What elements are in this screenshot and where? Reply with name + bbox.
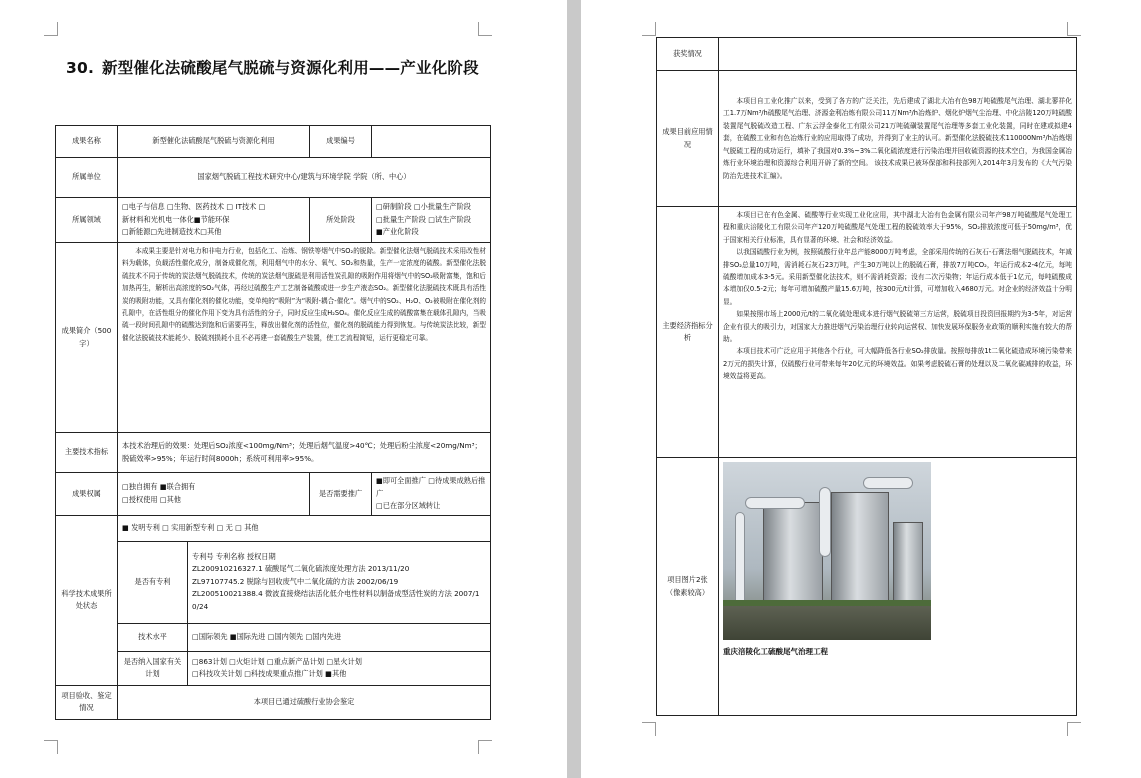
margin-mark <box>1067 22 1081 36</box>
photo-pipe <box>819 487 831 557</box>
margin-mark <box>642 22 656 36</box>
field-line: □电子与信息 □生物、医药技术 □ IT技术 □ <box>122 202 266 212</box>
label-awards: 获奖情况 <box>657 38 719 71</box>
plan-line: □863计划 □火炬计划 □重点新产品计划 □星火计划 <box>192 656 362 666</box>
indicators-text: 本技术治理后的效果：处理后SO₂浓度<100mg/Nm³；处理后烟气温度>40℃；处理后粉尘浓度<20mg/Nm³；脱硫效率>95%；年运行时间8000h；系统可利用率>95%。 <box>118 433 491 473</box>
margin-mark <box>44 740 58 754</box>
label-unit: 所属单位 <box>56 158 118 198</box>
ownership-value <box>118 473 310 516</box>
photo-ground <box>723 606 931 640</box>
photo-tower <box>831 492 889 612</box>
margin-mark <box>478 740 492 754</box>
ownership-line: □授权使用 □其他 <box>122 494 181 504</box>
photo-cell <box>719 458 1077 716</box>
achievement-table <box>55 125 491 720</box>
ownership-line: □独自拥有 ■联合拥有 <box>122 482 196 492</box>
field-line: □新能源□先进制造技术□其他 <box>122 227 222 237</box>
label-status: 科学技术成果所处状态 <box>56 515 118 685</box>
patent-header: 专利号 专利名称 授权日期 <box>192 551 276 561</box>
page-gap <box>567 0 581 778</box>
promotion-line: □已在部分区域转让 <box>376 501 441 510</box>
label-ownership: 成果权属 <box>56 473 118 516</box>
unit-value: 国家烟气脱硫工程技术研究中心/建筑与环境学院 学院（所、中心） <box>118 158 491 198</box>
application-table <box>656 37 1077 716</box>
title-number: 30. <box>66 59 95 77</box>
patent-type-checkboxes: ■ 发明专利 □ 实用新型专利 □ 无 □ 其他 <box>118 515 491 541</box>
photo-tower <box>763 502 823 612</box>
economic-paragraph: 本项目技术可广泛应用于其他各个行业，可大幅降低各行业SO₂排放量。按照每排放1t二氧化硫造成环境污染带来2万元的损失计算，仅硫酸行业可带来每年20亿元的环境效益。如果考虑脱硫石膏的处理以及二氧化碳减排的收益，环境效益将更高。 <box>723 347 1072 381</box>
label-field: 所属领域 <box>56 198 118 243</box>
acceptance-value: 本项目已通过硫酸行业协会鉴定 <box>118 685 491 719</box>
stage-line: □批量生产阶段 □试生产阶段 <box>376 214 471 224</box>
application-text: 本项目自工业化推广以来，受到了各方的广泛关注，先后建成了湖北大冶有色98万吨硫酸尾气治理、湖北蓼祥化工1.7万Nm³/h硫酸尾气治理、济源金利冶炼有限公司11万Nm³/h冶炼炉、烟化炉烟气尘治理、中化涪陵120万吨硫酸装置尾气脱硫改造工程、广东云浮金泰化工有限公司21万吨硫磺装置尾气治理等多套工业化装置，同时在建或拟建4套，在硫酸工业和有色冶炼行业的应用取得了成功，并得到了业主的认可。新型催化法脱硫技术110000Nm³/h冶炼烟气脱硫工程的成功运行，填补了我国对0.3%~3%二氧化硫浓度进行污染治理并回收硫资源的技术空白，为我国金属冶炼行业环境治理和资源综合利用开辟了新的空间。 该技术成果已被环保部和科技部列入2014年3月发布的《大气污染防治先进技术汇编》。 <box>719 71 1077 207</box>
field-checkboxes <box>118 198 310 243</box>
economic-paragraph: 本项目已在有色金属、硫酸等行业实现工业化应用，其中湖北大冶有色金属有限公司年产98万吨硫酸尾气处理工程和重庆涪陵化工有限公司年产120万吨硫酸尾气处理工程的脱硫效率大于95%，SO₂排放浓度可低于50mg/m³，优于国家相关行业标准，具有显著的环境、社会和经济效益。 <box>723 211 1072 244</box>
photo-tower <box>893 522 923 612</box>
margin-mark <box>642 722 656 736</box>
label-acceptance: 项目验收、鉴定情况 <box>56 685 118 719</box>
label-indicators: 主要技术指标 <box>56 433 118 473</box>
margin-mark <box>44 22 58 36</box>
patent-list <box>188 541 491 623</box>
patent-item: ZL97107745.2 脱除与回收废气中二氧化硫的方法 2002/06/19 <box>192 576 399 586</box>
economic-paragraph: 如果按照市场上2000元/t的二氧化硫处理成本进行烟气脱硫第三方运营，脱硫项目投资回报期约为3-5年，对运营企业有很大的吸引力，对国家大力推进烟气污染治理行业转向运营权、加快发展环保服务业政策的顺利实施有较大的帮助。 <box>723 310 1072 344</box>
label-has-patent: 是否有专利 <box>118 541 188 623</box>
document-page-2 <box>581 0 1141 778</box>
stage-checkboxes <box>372 198 491 243</box>
margin-mark <box>478 22 492 36</box>
photo-pipe <box>745 497 805 509</box>
label-stage: 所处阶段 <box>310 198 372 243</box>
project-photo <box>723 462 931 640</box>
label-photos: 项目图片2张（像素较高） <box>657 458 719 716</box>
label-national-plan: 是否纳入国家有关计划 <box>118 651 188 685</box>
summary-text: 本成果主要是针对电力和非电力行业，包括化工、冶炼、钢铁等烟气中SO₂的脱除。新型催化法烟气脱硫技术采用改性材料为载体，负载活性催化成分，制备成催化剂，利用烟气中的水分、氧气、SO₂和热量，生产一定浓度的硫酸。新型催化法脱硫技术不同于传统的炭法烟气脱硫技术，传统的炭法烟气脱硫是利用活性炭孔隙的吸附作用将烟气中的SO₂吸附富集，饱和后加热再生，解析出高浓度的SO₂气体，再经过硫酸生产工艺制备硫酸或进一步生产液态SO₂。新型催化法脱硫技术既具有活性炭的吸附功能，又具有催化剂的催化功能，变单纯的“吸附”为“吸附-耦合-催化”。烟气中的SO₂、H₂O、O₂被吸附在催化剂的孔隙中，在活性组分的催化作用下变为具有活性的分子，同时反应生成H₂SO₄。催化反应生成的硫酸富集在载体孔隙内，当吸硫一段时间孔隙中的硫酸达到饱和后需要再生，释放出催化剂的活性位，催化剂的脱硫能力得到恢复。与传统炭法比较，新型催化法脱硫技术能耗少、脱硫剂损耗小且不必再建一套硫酸生产装置，使工艺流程简短，运行更稳定可靠。 <box>118 243 491 433</box>
promotion-value <box>372 473 491 516</box>
label-application: 成果目前应用情况 <box>657 71 719 207</box>
photo-pipe <box>863 477 913 489</box>
label-name: 成果名称 <box>56 126 118 158</box>
patent-item: ZL200510021388.4 微波直接烧结法活化低介电性材料以制备成型活性炭的方法 2007/10/24 <box>192 589 480 611</box>
field-line: 新材料和光机电一体化■节能环保 <box>122 214 230 224</box>
label-promotion: 是否需要推广 <box>310 473 372 516</box>
stage-line: □研制阶段 □小批量生产阶段 <box>376 202 471 212</box>
plan-line: □科技攻关计划 □科技成果重点推广计划 ■其他 <box>192 669 347 678</box>
margin-mark <box>1067 722 1081 736</box>
tech-level-checkboxes: □国际领先 ■国际先进 □国内领先 □国内先进 <box>188 623 491 651</box>
stage-line: ■产业化阶段 <box>376 227 419 237</box>
document-page-1 <box>0 0 567 778</box>
label-code: 成果编号 <box>310 126 372 158</box>
achievement-name: 新型催化法硫酸尾气脱硫与资源化利用 <box>118 126 310 158</box>
promotion-line: ■即可全面推广 □待成果成熟后推广 <box>376 476 486 498</box>
achievement-code <box>372 126 491 158</box>
title-text: 新型催化法硫酸尾气脱硫与资源化利用——产业化阶段 <box>102 59 479 77</box>
plan-checkboxes <box>188 651 491 685</box>
economic-paragraph: 以我国硫酸行业为例，按照硫酸行业年总产能8000万吨考虑，全部采用传统的石灰石-石膏法烟气脱硫技术，年减排SO₂总量10万吨，需消耗石灰石23万吨，产生30万吨以上的脱硫石膏，排放7万吨CO₂，年运行成本2-4亿元，每吨硫酸增加成本3-5元。采用新型催化法技术，则不需消耗资源；没有二次污染物；年运行成本低于1亿元，每吨硫酸成本增加仅0.5-2元；每年可增加硫酸产量15.6万吨，按300元/t计算，可增加收入4680万元。对企业的经济效益十分明显。 <box>723 248 1072 306</box>
document-title <box>66 54 496 82</box>
label-tech-level: 技术水平 <box>118 623 188 651</box>
economic-text <box>719 207 1077 458</box>
photo-pipe <box>735 512 745 612</box>
label-summary: 成果简介（500字） <box>56 243 118 433</box>
awards-value <box>719 38 1077 71</box>
photo-caption: 重庆涪陵化工硫酸尾气治理工程 <box>723 647 828 656</box>
patent-item: ZL200910216327.1 硫酸尾气二氧化硫浓度处理方法 2013/11/20 <box>192 564 410 574</box>
label-economic: 主要经济指标分析 <box>657 207 719 458</box>
